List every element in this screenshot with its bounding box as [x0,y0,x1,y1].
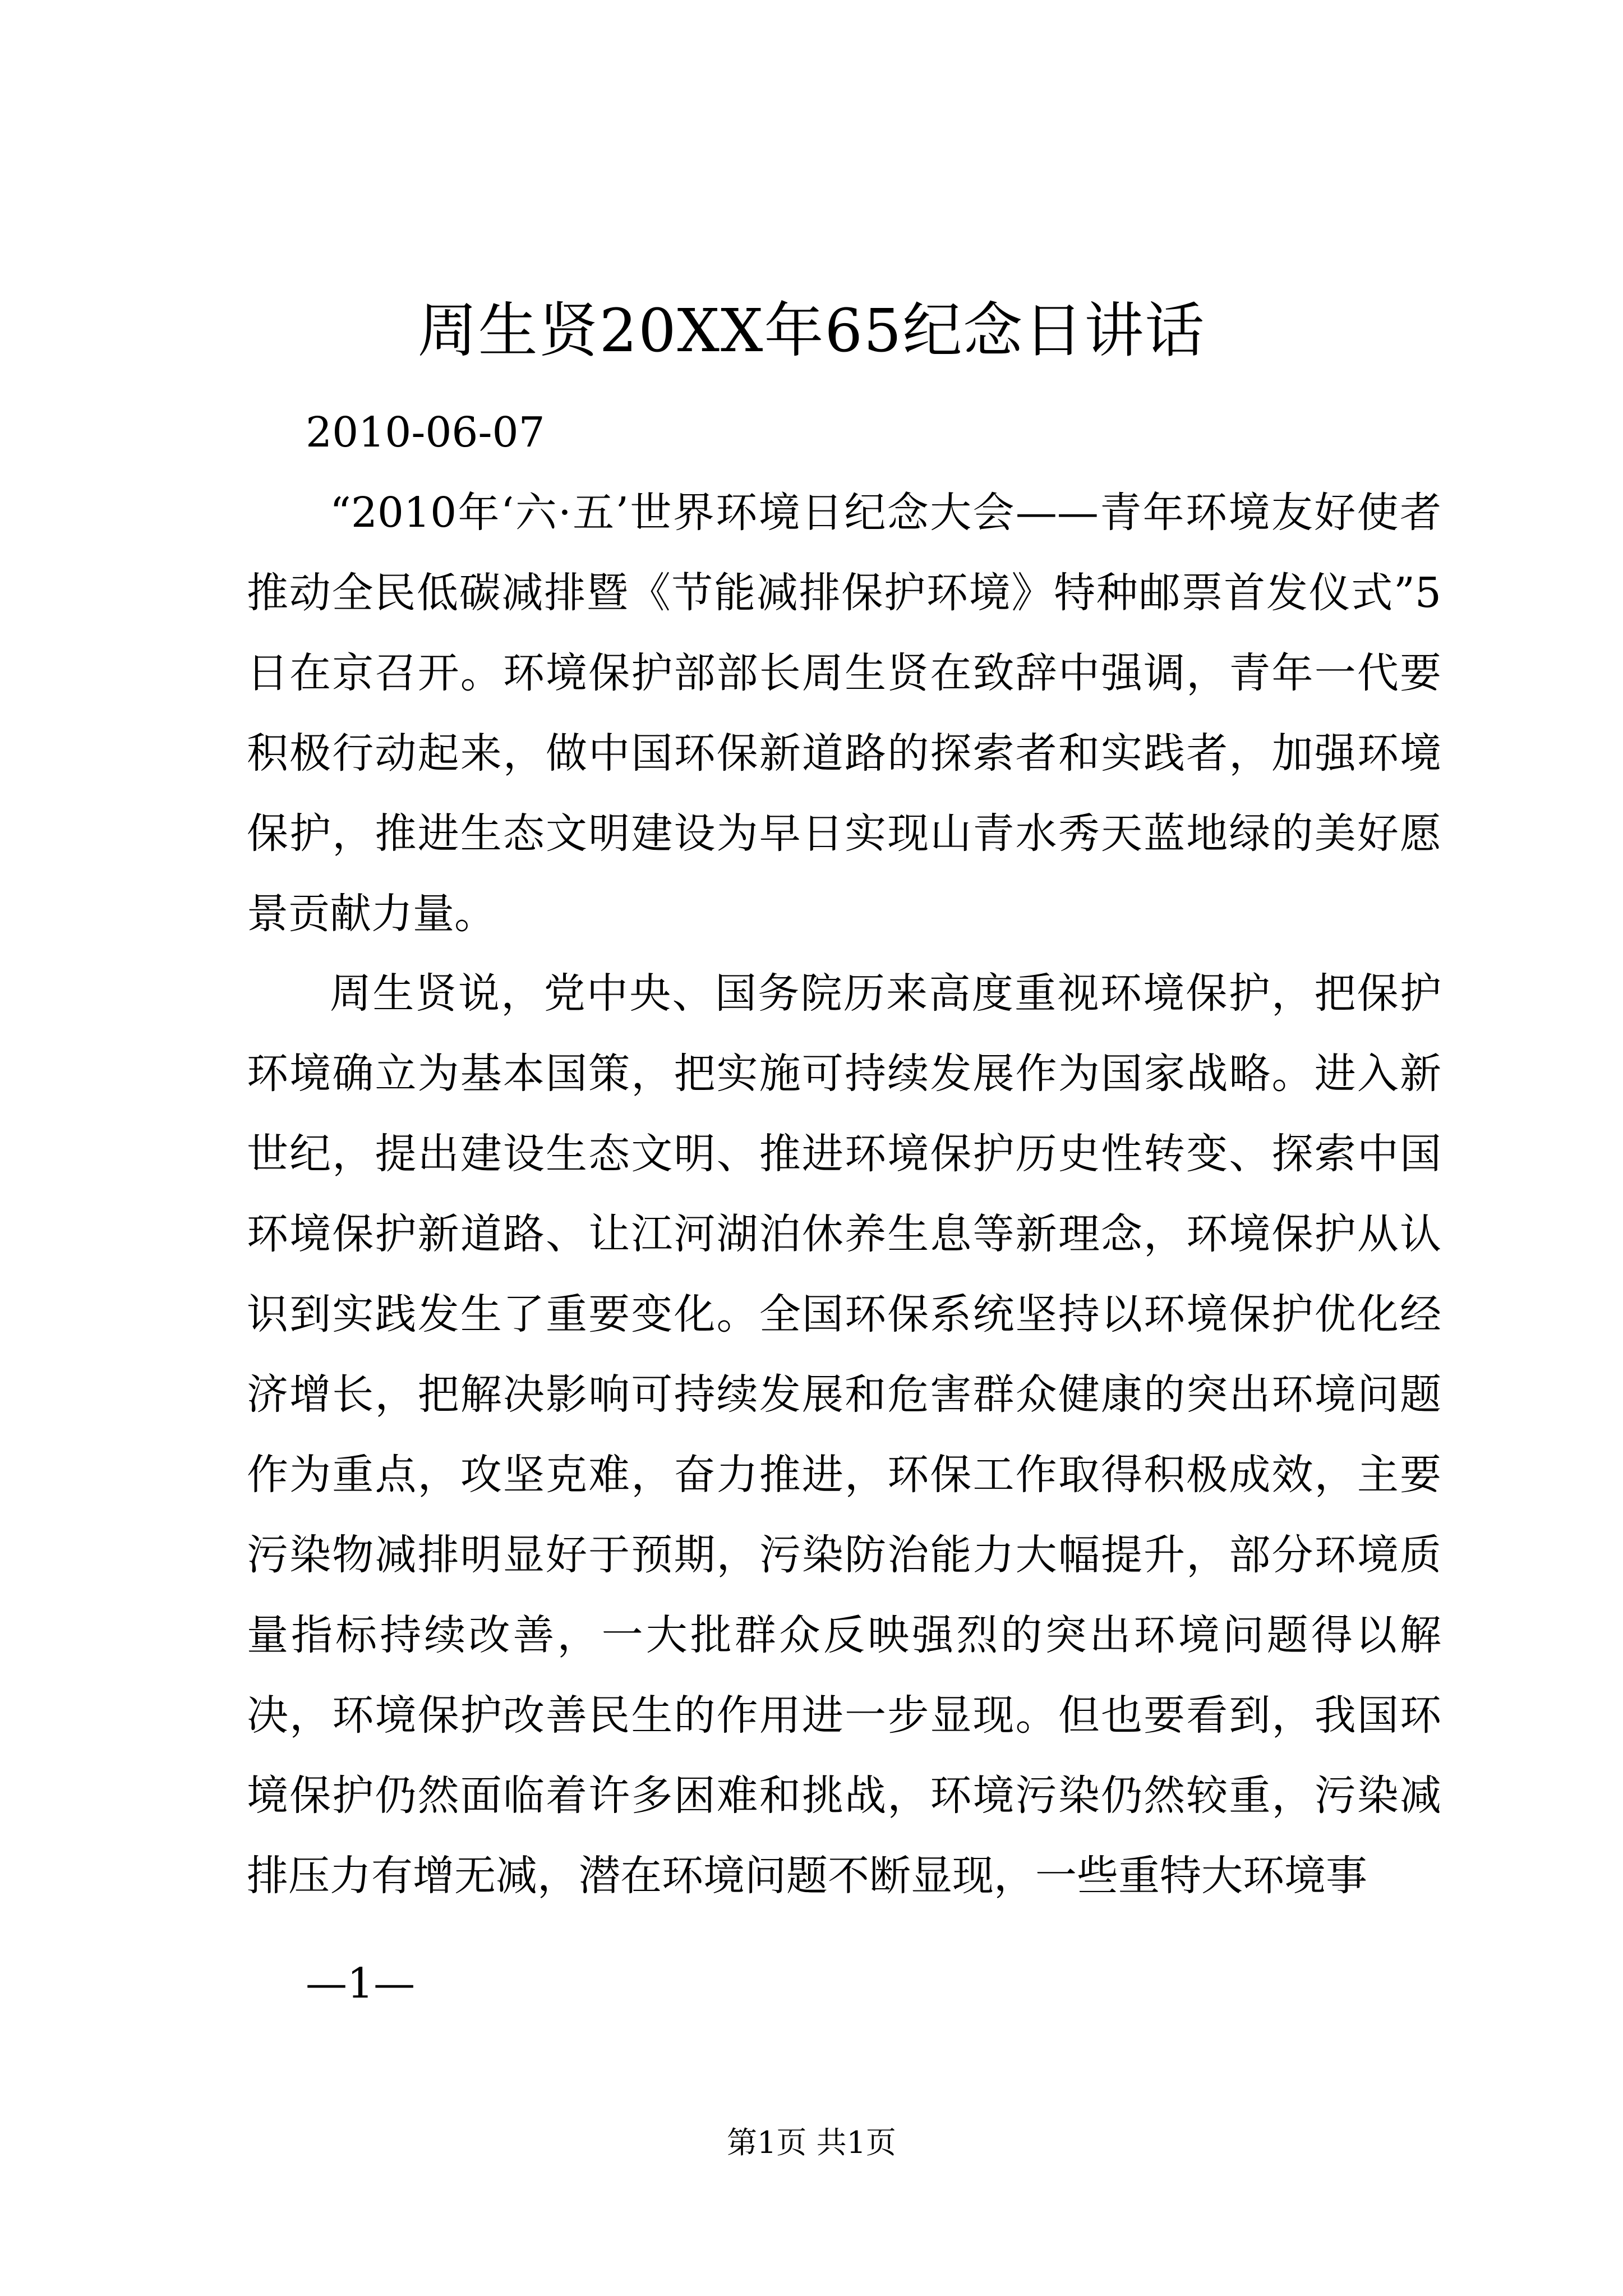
page-number-mark: —1— [306,1959,416,2008]
paragraph-block-1 [247,473,1441,954]
document-date: 2010-06-07 [306,408,545,457]
document-title: 周生贤20XX年65纪念日讲话 [417,296,1206,365]
paragraph-block-2 [247,954,1441,1916]
paragraph: 周生贤说，党中央、国务院历来高度重视环境保护，把保护环境确立为基本国策，把实施可持续发展作为国家战略。进入新世纪，提出建设生态文明、推进环境保护历史性转变、探索中国环境保护新道路、让江河湖泊休养生息等新理念，环境保护从认识到实践发生了重要变化。全国环保系统坚持以环境保护优化经济增长，把解决影响可持续发展和危害群众健康的突出环境问题作为重点，攻坚克难，奋力推进，环保工作取得积极成效，主要污染物减排明显好于预期，污染防治能力大幅提升，部分环境质量指标持续改善，一大批群众反映强烈的突出环境问题得以解决，环境保护改善民生的作用进一步显现。但也要看到，我国环境保护仍然面临着许多困难和挑战，环境污染仍然较重，污染减排压力有增无减，潜在环境问题不断显现，一些重特大环境事 [247,969,1441,1900]
page-footer: 第1页 共1页 [727,2125,896,2160]
paragraph: “2010年‘六·五’世界环境日纪念大会——青年环境友好使者推动全民低碳减排暨《节能减排保护环境》特种邮票首发仪式”5日在京召开。环境保护部部长周生贤在致辞中强调，青年一代要积极行动起来，做中国环保新道路的探索者和实践者，加强环境保护，推进生态文明建设为早日实现山青水秀天蓝地绿的美好愿景贡献力量。 [247,489,1441,938]
